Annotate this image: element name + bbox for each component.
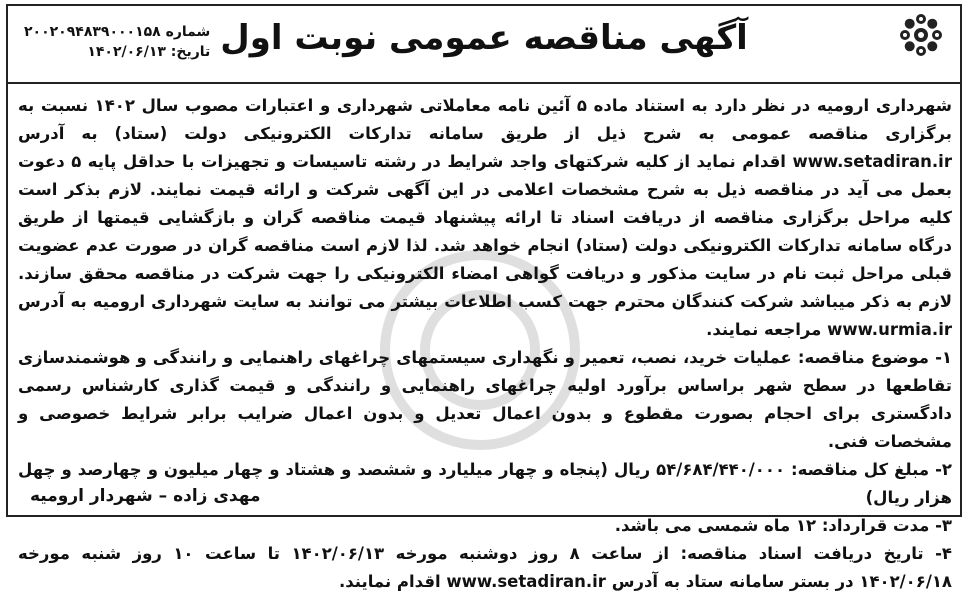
notice-signature: مهدی زاده – شهردار ارومیه	[30, 486, 261, 506]
notice-header	[6, 4, 962, 84]
notice-title: آگهی مناقصه عمومی نوبت اول	[220, 18, 748, 58]
notice-item-duration: ۳- مدت قرارداد: ۱۲ ماه شمسی می باشد.	[614, 516, 952, 535]
notice-item-document-dates: ۴- تاریخ دریافت اسناد مناقصه: از ساعت ۸ روز دوشنبه مورخه ۱۴۰۲/۰۶/۱۳ تا ساعت ۱۰ روز شنبه مورخه ۱۴۰۲/۰۶/۱۸ در بستر سامانه ستاد به آدرس www.setadiran.ir اقدام نمایند.	[18, 544, 952, 591]
notice-intro: شهرداری ارومیه در نظر دارد به استناد ماده ۵ آئین نامه معاملاتی شهرداری و اعتبارات مصوب سال ۱۴۰۲ نسبت به برگزاری مناقصه عمومی به شرح ذیل از طریق سامانه تدارکات الکترونیکی دولت (ستاد) به آدرس www.setadiran.ir اقدام نماید از کلیه شرکتهای واجد شرایط در رشته تاسیسات و تجهیزات با حداقل پایه ۵ دعوت بعمل می آید در مناقصه ذیل به شرح مشخصات اعلامی در این آگهی شرکت و ارائه قیمت نمایند. لازم بذکر است کلیه مراحل برگزاری مناقصه از دریافت اسناد تا ارائه پیشنهاد قیمت مناقصه گران و بازگشایی قیمتها از طریق درگاه سامانه تدارکات الکترونیکی دولت (ستاد) انجام خواهد شد. لذا لازم است مناقصه گران در صورت عدم عضویت قبلی مراحل ثبت نام در سایت مذکور و دریافت گواهی امضاء الکترونیکی را جهت شرکت در مناقصه محقق سازند. لازم به ذکر میباشد شرکت کنندگان محترم جهت کسب اطلاعات بیشتر می توانند به سایت شهرداری ارومیه به آدرس www.urmia.ir مراجعه نمایند.	[18, 96, 952, 339]
notice-item-amount: ۲- مبلغ کل مناقصه: ۵۴/۶۸۴/۴۴۰/۰۰۰ ریال (پنجاه و چهار میلیارد و ششصد و هشتاد و چهار میلیون و چهارصد و چهل هزار ریال)	[18, 460, 952, 507]
notice-item-subject: ۱- موضوع مناقصه: عملیات خرید، نصب، تعمیر و نگهداری سیستمهای چراغهای راهنمایی و رانندگی و هوشمندسازی تقاطعها در سطح شهر براساس برآورد اولیه چراغهای راهنمایی و رانندگی و قیمت گذاری کارشناس رسمی دادگستری برای احجام بصورت مقطوع و بدون اعمال تعدیل و بدون اعمال ضرایب برابر شرایط خصوصی و مشخصات فنی.	[18, 348, 952, 451]
notice-body	[18, 92, 952, 596]
notice-meta	[24, 22, 210, 62]
notice-number: شماره ۲۰۰۲۰۹۴۸۳۹۰۰۰۱۵۸	[24, 24, 211, 40]
notice-date: تاریخ: ۱۴۰۲/۰۶/۱۳	[87, 44, 211, 60]
